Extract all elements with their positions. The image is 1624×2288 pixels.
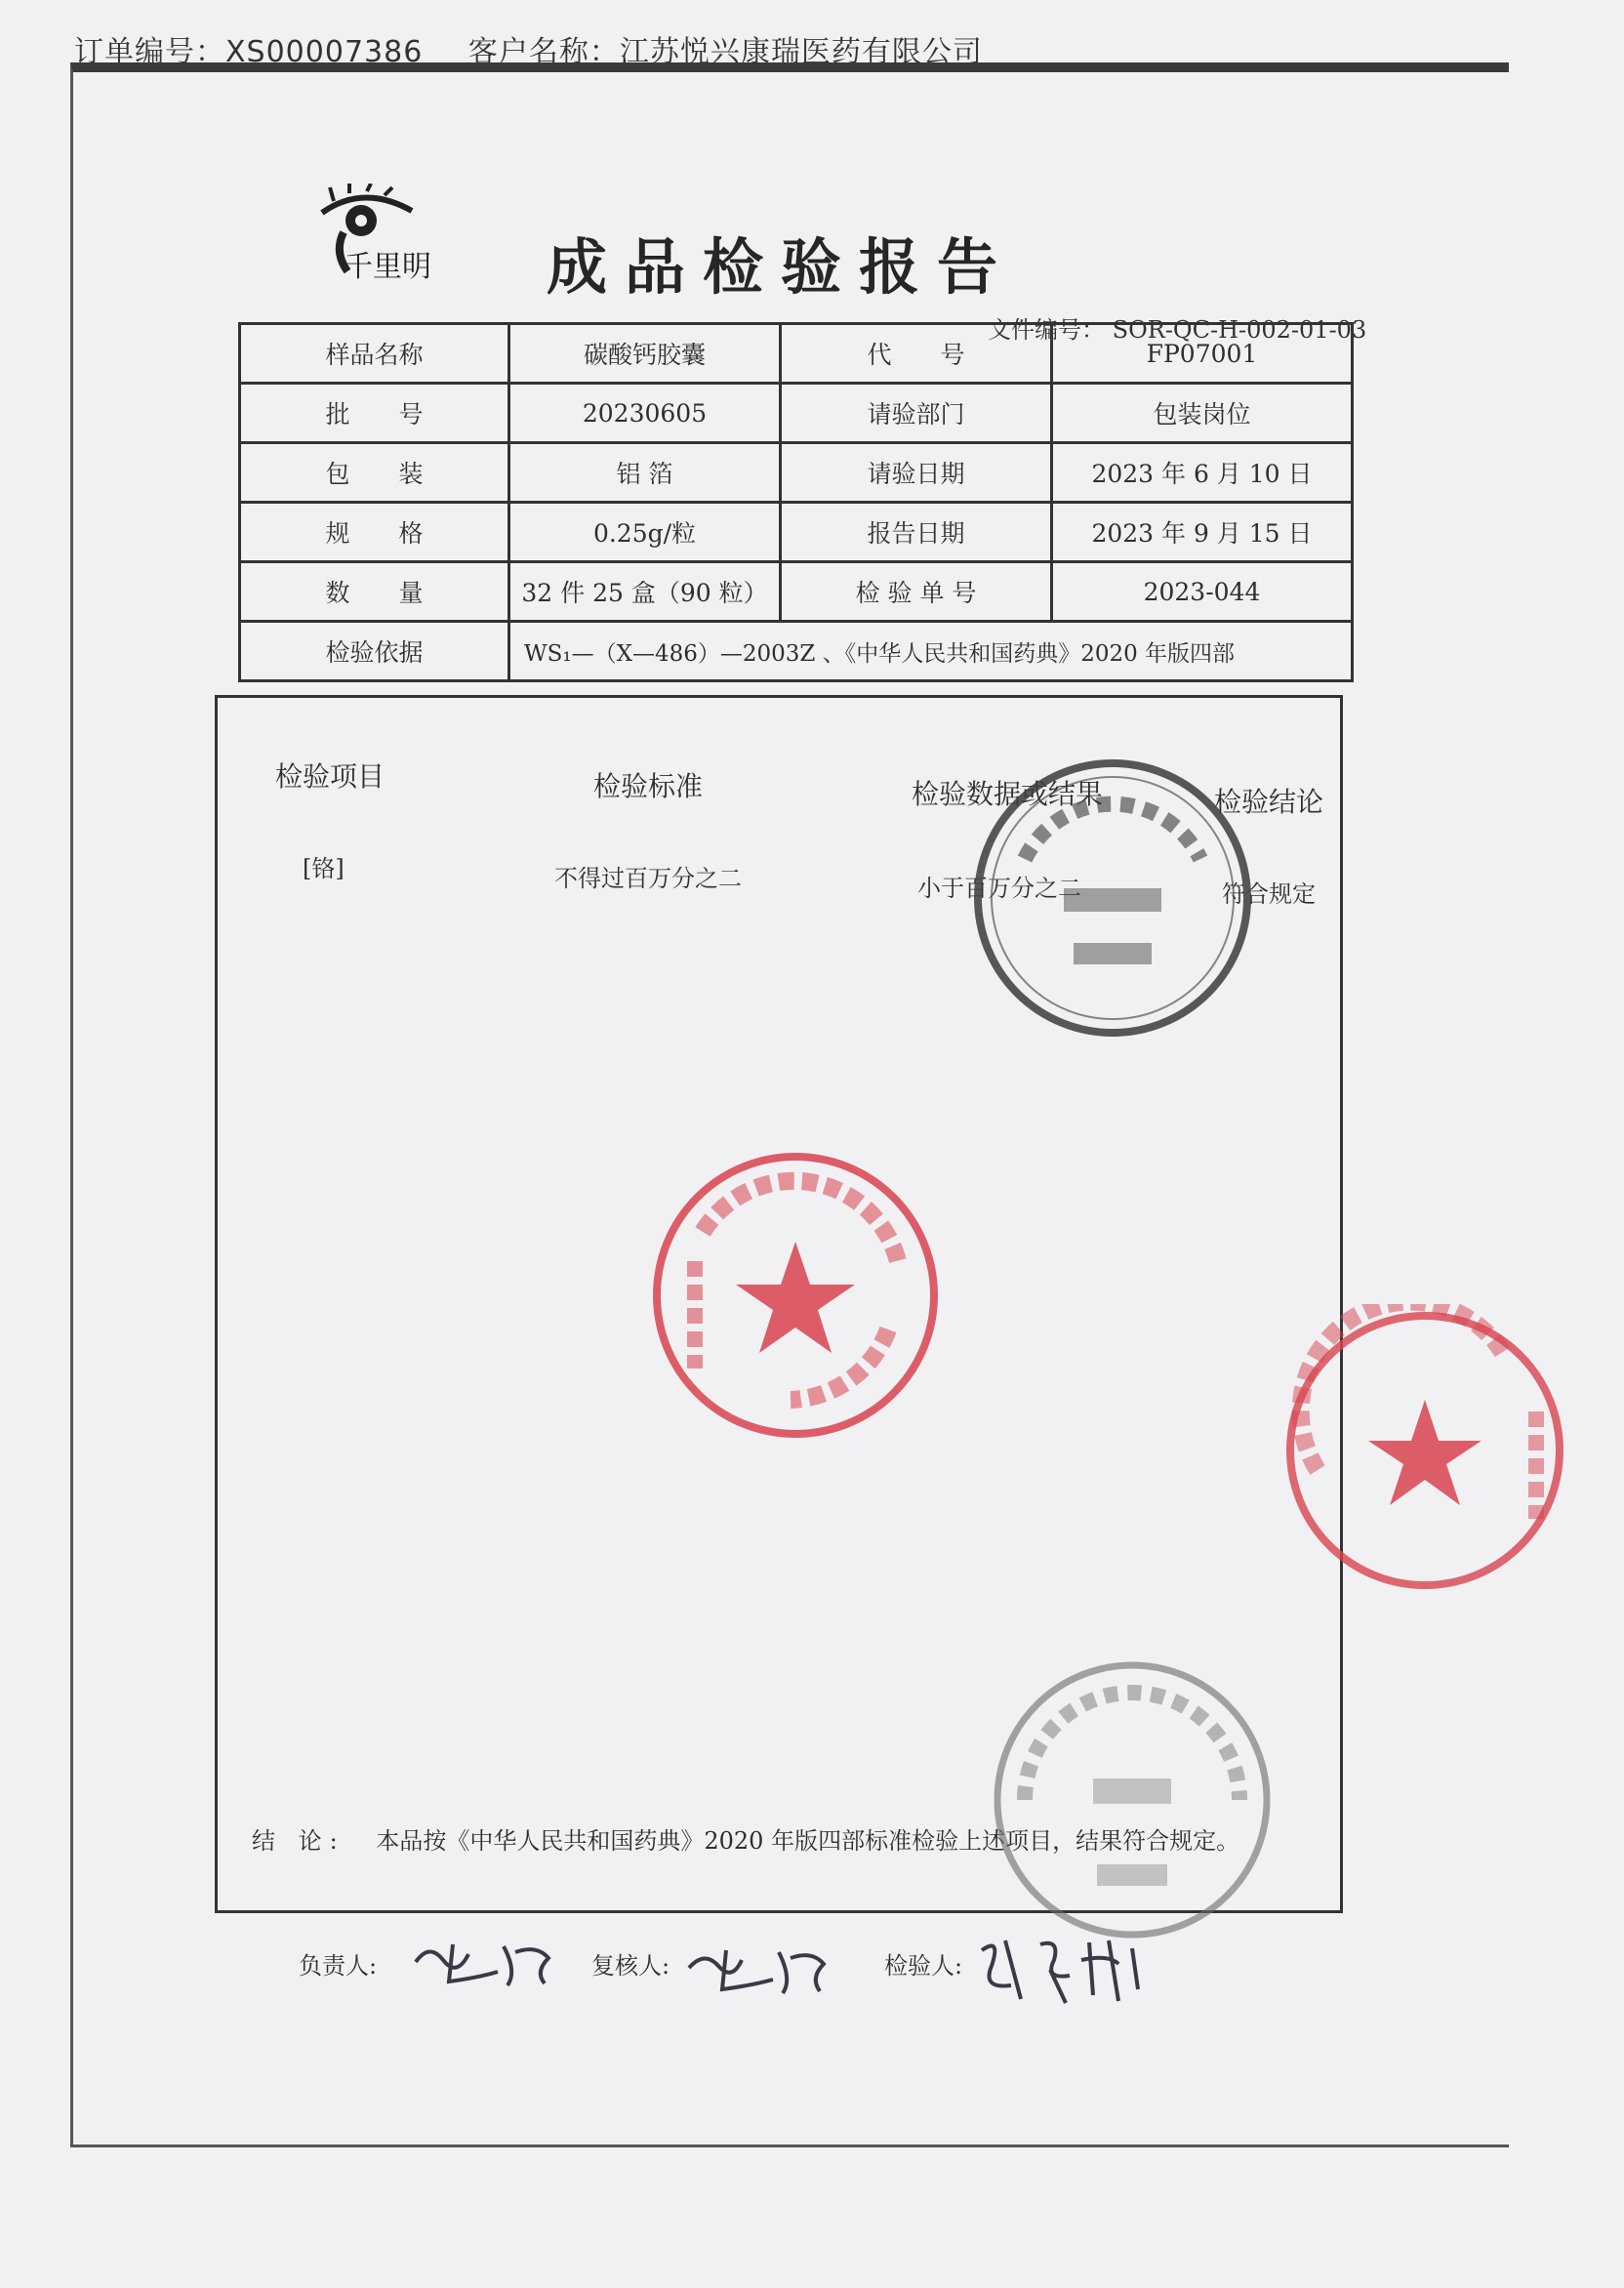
result-conclusion: 符合规定 (1222, 880, 1316, 908)
table-row (240, 562, 1353, 622)
inspection-basis: WS₁—（X—486）—2003Z 、《中华人民共和国药典》2020 年版四部 (509, 622, 1353, 681)
reviewer-signature (683, 1941, 830, 1999)
head-data: 检验数据或结果 (912, 778, 1104, 810)
cell-label: 数 量 (240, 562, 509, 622)
table-row (240, 384, 1353, 443)
cell-label: 样品名称 (240, 324, 509, 384)
cell-label: 请验部门 (781, 384, 1052, 443)
document-number: 文件编号： SOR-QC-H-002-01-03 (988, 316, 1367, 344)
inspection-stamp (966, 752, 1259, 1044)
cell-label: 批 号 (240, 384, 509, 443)
inspector-label: 检验人: (884, 1952, 963, 1980)
cell-value: 碳酸钙胶囊 (509, 324, 781, 384)
quality-stamp (644, 1144, 947, 1447)
cell-label: 代 号 (781, 324, 1052, 384)
cell-label: 检验依据 (240, 622, 509, 681)
table-row (240, 324, 1353, 384)
conclusion-text: 本品按《中华人民共和国药典》2020 年版四部标准检验上述项目，结果符合规定。 (376, 1827, 1240, 1855)
reviewer-label: 复核人: (591, 1952, 670, 1980)
result-standard: 不得过百万分之二 (554, 865, 742, 892)
cell-label: 报告日期 (781, 503, 1052, 562)
company-stamp (1279, 1304, 1571, 1597)
cell-value: 0.25g/粒 (509, 503, 781, 562)
cell-value: 2023-044 (1052, 562, 1353, 622)
head-conclusion: 检验结论 (1214, 786, 1324, 818)
inspection-stamp-faded (986, 1654, 1279, 1946)
cell-value: 铝 箔 (509, 443, 781, 503)
cell-value: 2023 年 9 月 15 日 (1052, 503, 1353, 562)
report-title: 成品检验报告 (547, 231, 1016, 303)
conclusion-label: 结 论: (252, 1827, 345, 1855)
info-table (238, 322, 1354, 682)
table-row (240, 622, 1353, 681)
cell-label: 包 装 (240, 443, 509, 503)
cell-value: 20230605 (509, 384, 781, 443)
cell-label: 规 格 (240, 503, 509, 562)
cell-value: 32 件 25 盒（90 粒） (509, 562, 781, 622)
cell-value: FP07001 (1052, 324, 1353, 384)
result-item: [铬] (303, 855, 345, 882)
order-number: 订单编号：XS00007386 (74, 35, 424, 69)
table-row (240, 503, 1353, 562)
logo-text: 千里明 (344, 250, 431, 284)
cell-label: 请验日期 (781, 443, 1052, 503)
cell-label: 检 验 单 号 (781, 562, 1052, 622)
cell-value: 2023 年 6 月 10 日 (1052, 443, 1353, 503)
customer-name: 客户名称：江苏悦兴康瑞医药有限公司 (467, 35, 983, 69)
head-item: 检验项目 (275, 760, 386, 793)
result-data: 小于百万分之二 (917, 875, 1081, 902)
cell-value: 包装岗位 (1052, 384, 1353, 443)
head-standard: 检验标准 (593, 770, 704, 802)
responsible-label: 负责人: (299, 1952, 378, 1980)
responsible-signature (410, 1933, 556, 1991)
table-row (240, 443, 1353, 503)
